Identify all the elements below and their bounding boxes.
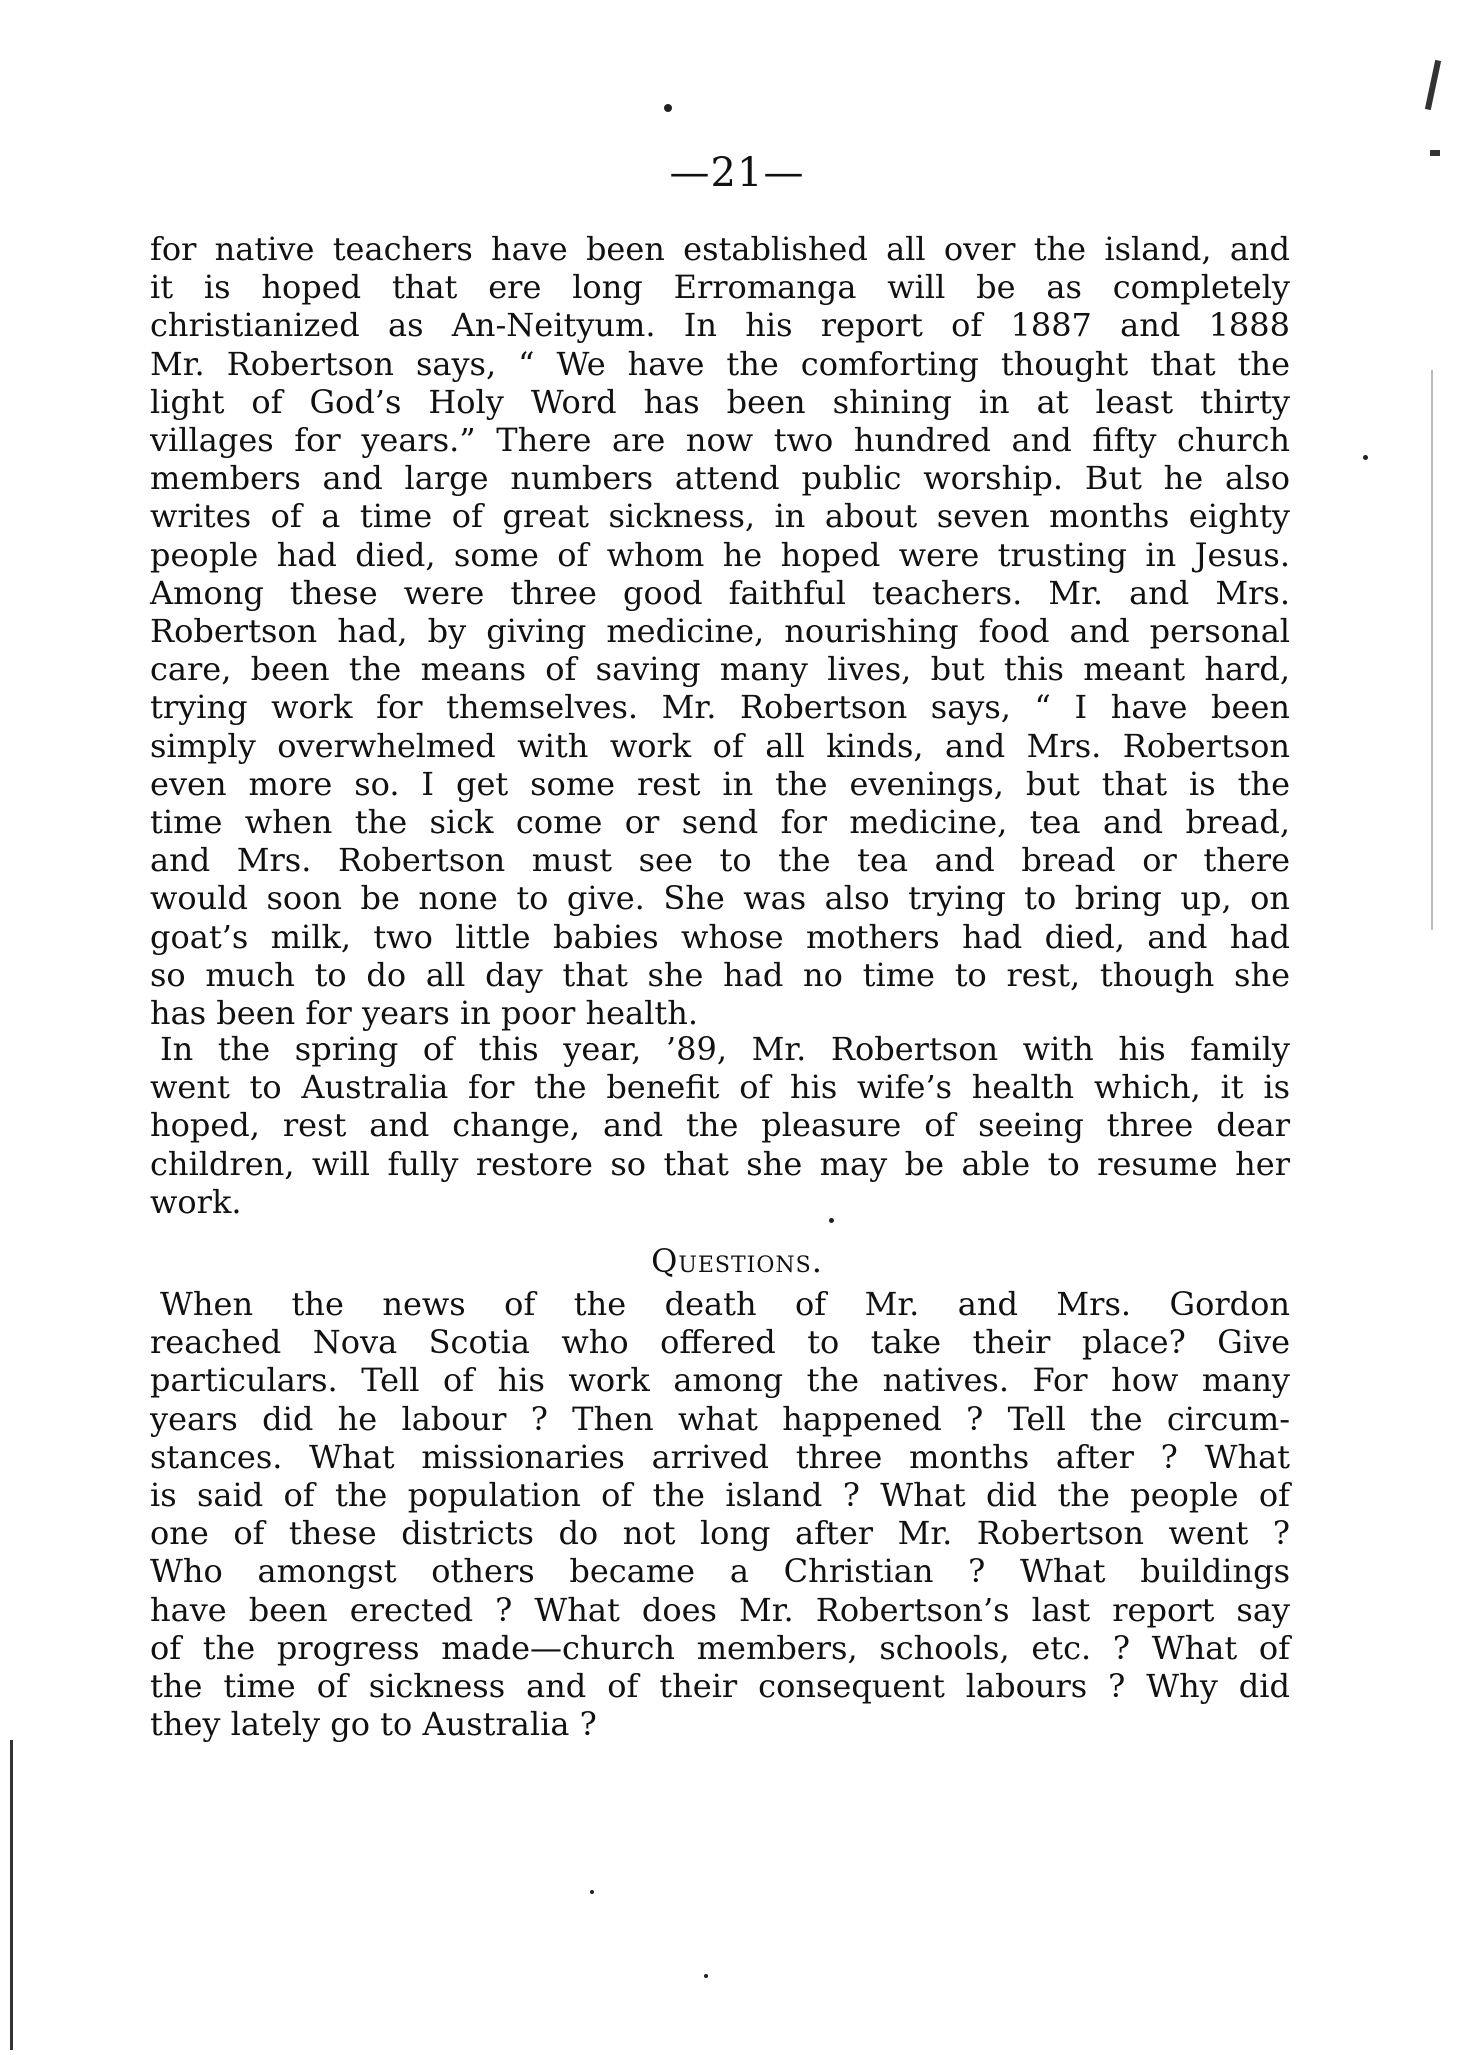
text-line: of the progress made—church members, schools, etc. ? What of xyxy=(150,1628,1290,1667)
text-line: they lately go to Australia ? xyxy=(150,1705,597,1744)
text-line: Who amongst others became a Christian ? What buildings xyxy=(150,1552,1290,1591)
text-line: one of these districts do not long after Mr. Robertson went ? xyxy=(150,1514,1290,1553)
text-line: care, been the means of saving many lives, but this meant hard, xyxy=(150,650,1290,689)
text-line: members and large numbers attend public worship. But he also xyxy=(150,459,1290,498)
page-number: —21— xyxy=(669,150,805,196)
text-line: for native teachers have been established all over the island, and xyxy=(150,230,1290,268)
edge-mark xyxy=(1430,150,1440,156)
text-line: reached Nova Scotia who offered to take their place? Give xyxy=(150,1323,1290,1362)
edge-mark xyxy=(1425,60,1441,110)
text-line: In the spring of this year, ’89, Mr. Robertson with his family xyxy=(160,1030,1290,1068)
text-line: even more so. I get some rest in the evenings, but that is the xyxy=(150,764,1290,803)
text-line: years did he labour ? Then what happened ? Tell the circum- xyxy=(150,1399,1290,1438)
text-line: When the news of the death of Mr. and Mrs. Gordon xyxy=(160,1285,1290,1323)
text-line: writes of a time of great sickness, in about seven months eighty xyxy=(150,497,1290,536)
body-paragraph-1 xyxy=(150,230,1290,1032)
text-line: has been for years in poor health. xyxy=(150,994,698,1033)
edge-mark xyxy=(1431,370,1433,930)
section-heading: Questions. xyxy=(651,1242,823,1280)
text-line: and Mrs. Robertson must see to the tea and bread or there xyxy=(150,841,1290,880)
text-line: the time of sickness and of their consequent labours ? Why did xyxy=(150,1667,1290,1706)
text-line: Robertson had, by giving medicine, nourishing food and personal xyxy=(150,612,1290,651)
text-line: work. xyxy=(150,1182,242,1221)
text-line: time when the sick come or send for medicine, tea and bread, xyxy=(150,803,1290,842)
scan-speck xyxy=(829,1218,834,1223)
body-paragraph-2 xyxy=(150,1030,1290,1221)
text-line: is said of the population of the island ? What did the people of xyxy=(150,1476,1290,1515)
text-line: trying work for themselves. Mr. Robertson says, “ I have been xyxy=(150,688,1290,727)
text-line: particulars. Tell of his work among the natives. For how many xyxy=(150,1361,1290,1400)
scan-speck xyxy=(1363,455,1368,460)
text-line: hoped, rest and change, and the pleasure of seeing three dear xyxy=(150,1106,1290,1145)
edge-mark xyxy=(10,1740,13,2050)
text-line: christianized as An-Neityum. In his report of 1887 and 1888 xyxy=(150,306,1290,345)
text-line: went to Australia for the benefit of his wife’s health which, it is xyxy=(150,1068,1290,1107)
scan-speck xyxy=(704,1974,708,1978)
text-line: have been erected ? What does Mr. Robertson’s last report say xyxy=(150,1590,1290,1629)
text-line: people had died, some of whom he hoped were trusting in Jesus. xyxy=(150,535,1290,574)
scan-speck xyxy=(664,104,672,112)
text-line: light of God’s Holy Word has been shining in at least thirty xyxy=(150,382,1290,421)
text-line: it is hoped that ere long Erromanga will be as completely xyxy=(150,268,1290,307)
text-line: goat’s milk, two little babies whose mothers had died, and had xyxy=(150,917,1290,956)
text-line: simply overwhelmed with work of all kinds, and Mrs. Robertson xyxy=(150,726,1290,765)
text-line: would soon be none to give. She was also trying to bring up, on xyxy=(150,879,1290,918)
text-line: children, will fully restore so that she may be able to resume her xyxy=(150,1144,1290,1183)
text-line: so much to do all day that she had no time to rest, though she xyxy=(150,955,1290,994)
text-line: villages for years.” There are now two hundred and fifty church xyxy=(150,421,1290,460)
scan-speck xyxy=(590,1890,594,1894)
questions-paragraph xyxy=(150,1285,1290,1743)
text-line: Among these were three good faithful teachers. Mr. and Mrs. xyxy=(150,573,1290,612)
text-line: stances. What missionaries arrived three months after ? What xyxy=(150,1437,1290,1476)
text-line: Mr. Robertson says, “ We have the comforting thought that the xyxy=(150,344,1290,383)
